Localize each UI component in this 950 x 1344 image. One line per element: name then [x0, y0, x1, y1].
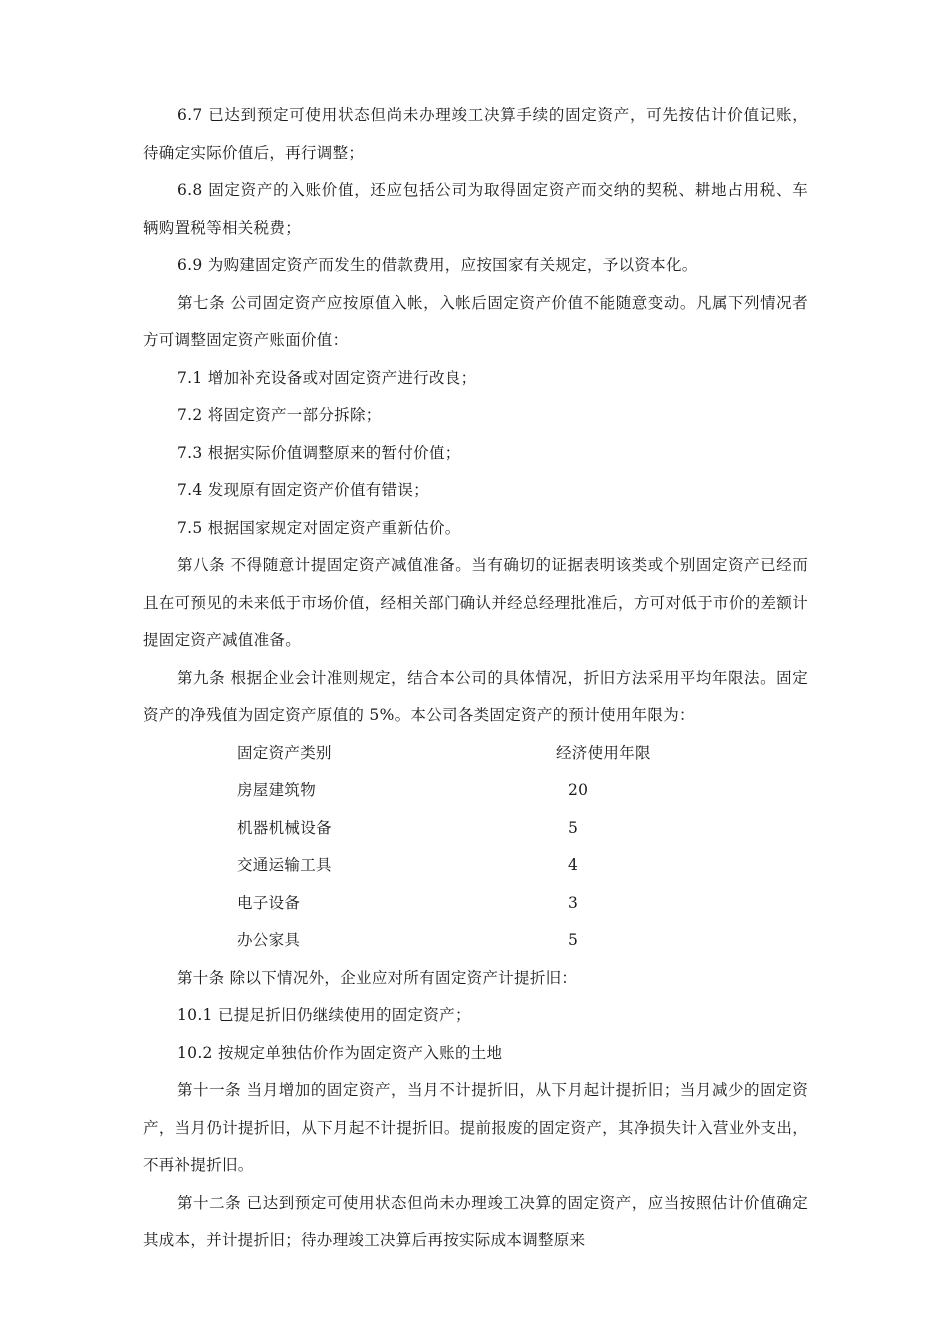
table-cell-life: 20 — [568, 781, 589, 799]
paragraph-7-3: 7.3 根据实际价值调整原来的暂付价值； — [177, 443, 461, 462]
table-header-life: 经济使用年限 — [556, 743, 651, 762]
table-cell-category: 机器机械设备 — [237, 818, 332, 837]
paragraph-10-2: 10.2 按规定单独估价作为固定资产入账的土地 — [177, 1043, 503, 1062]
document-body — [143, 97, 808, 1260]
table-row — [143, 885, 808, 923]
table-cell-category: 房屋建筑物 — [237, 781, 317, 799]
paragraph-7-5: 7.5 根据国家规定对固定资产重新估价。 — [177, 518, 461, 537]
table-header-row — [143, 735, 808, 773]
paragraph-10-1: 10.1 已提足折旧仍继续使用的固定资产； — [177, 1006, 471, 1024]
table-header-category: 固定资产类别 — [237, 743, 332, 762]
article-7: 第七条 公司固定资产应按原值入帐，入帐后固定资产价值不能随意变动。凡属下列情况者方可调整固定资产账面价值： — [143, 293, 808, 349]
article-9: 第九条 根据企业会计准则规定，结合本公司的具体情况，折旧方法采用平均年限法。固定资产的净残值为固定资产原值的 5%。本公司各类固定资产的预计使用年限为： — [143, 668, 808, 724]
paragraph-6-7: 6.7 已达到预定可使用状态但尚未办理竣工决算手续的固定资产，可先按估计价值记账，待确定实际价值后，再行调整； — [143, 106, 808, 162]
table-cell-category: 办公家具 — [237, 931, 301, 949]
article-8: 第八条 不得随意计提固定资产减值准备。当有确切的证据表明该类或个别固定资产已经而且在可预见的未来低于市场价值，经相关部门确认并经总经理批准后，方可对低于市价的差额计提固定资产减值准备。 — [143, 556, 808, 649]
table-row — [143, 810, 808, 848]
table-cell-category: 电子设备 — [237, 893, 301, 912]
table-cell-life: 3 — [568, 893, 579, 912]
article-11: 第十一条 当月增加的固定资产，当月不计提折旧，从下月起计提折旧；当月减少的固定资产，当月仍计提折旧，从下月起不计提折旧。提前报废的固定资产，其净损失计入营业外支出，不再补提折旧。 — [143, 1081, 808, 1174]
depreciation-life-table — [143, 735, 808, 960]
table-cell-category: 交通运输工具 — [237, 856, 332, 874]
table-cell-life: 5 — [568, 818, 579, 837]
table-cell-life: 5 — [568, 931, 579, 949]
paragraph-7-4: 7.4 发现原有固定资产价值有错误； — [177, 481, 429, 499]
paragraph-7-2: 7.2 将固定资产一部分拆除； — [177, 406, 382, 424]
article-10: 第十条 除以下情况外，企业应对所有固定资产计提折旧： — [177, 968, 578, 987]
table-row — [143, 922, 808, 960]
table-row — [143, 772, 808, 810]
article-12: 第十二条 已达到预定可使用状态但尚未办理竣工决算的固定资产，应当按照估计价值确定其成本，并计提折旧；待办理竣工决算后再按实际成本调整原来 — [143, 1193, 808, 1249]
table-row — [143, 847, 808, 885]
paragraph-7-1: 7.1 增加补充设备或对固定资产进行改良； — [177, 368, 477, 387]
paragraph-6-8: 6.8 固定资产的入账价值，还应包括公司为取得固定资产而交纳的契税、耕地占用税、车辆购置税等相关税费； — [143, 181, 808, 237]
paragraph-6-9: 6.9 为购建固定资产而发生的借款费用，应按国家有关规定，予以资本化。 — [177, 256, 698, 274]
table-cell-life: 4 — [568, 856, 579, 874]
